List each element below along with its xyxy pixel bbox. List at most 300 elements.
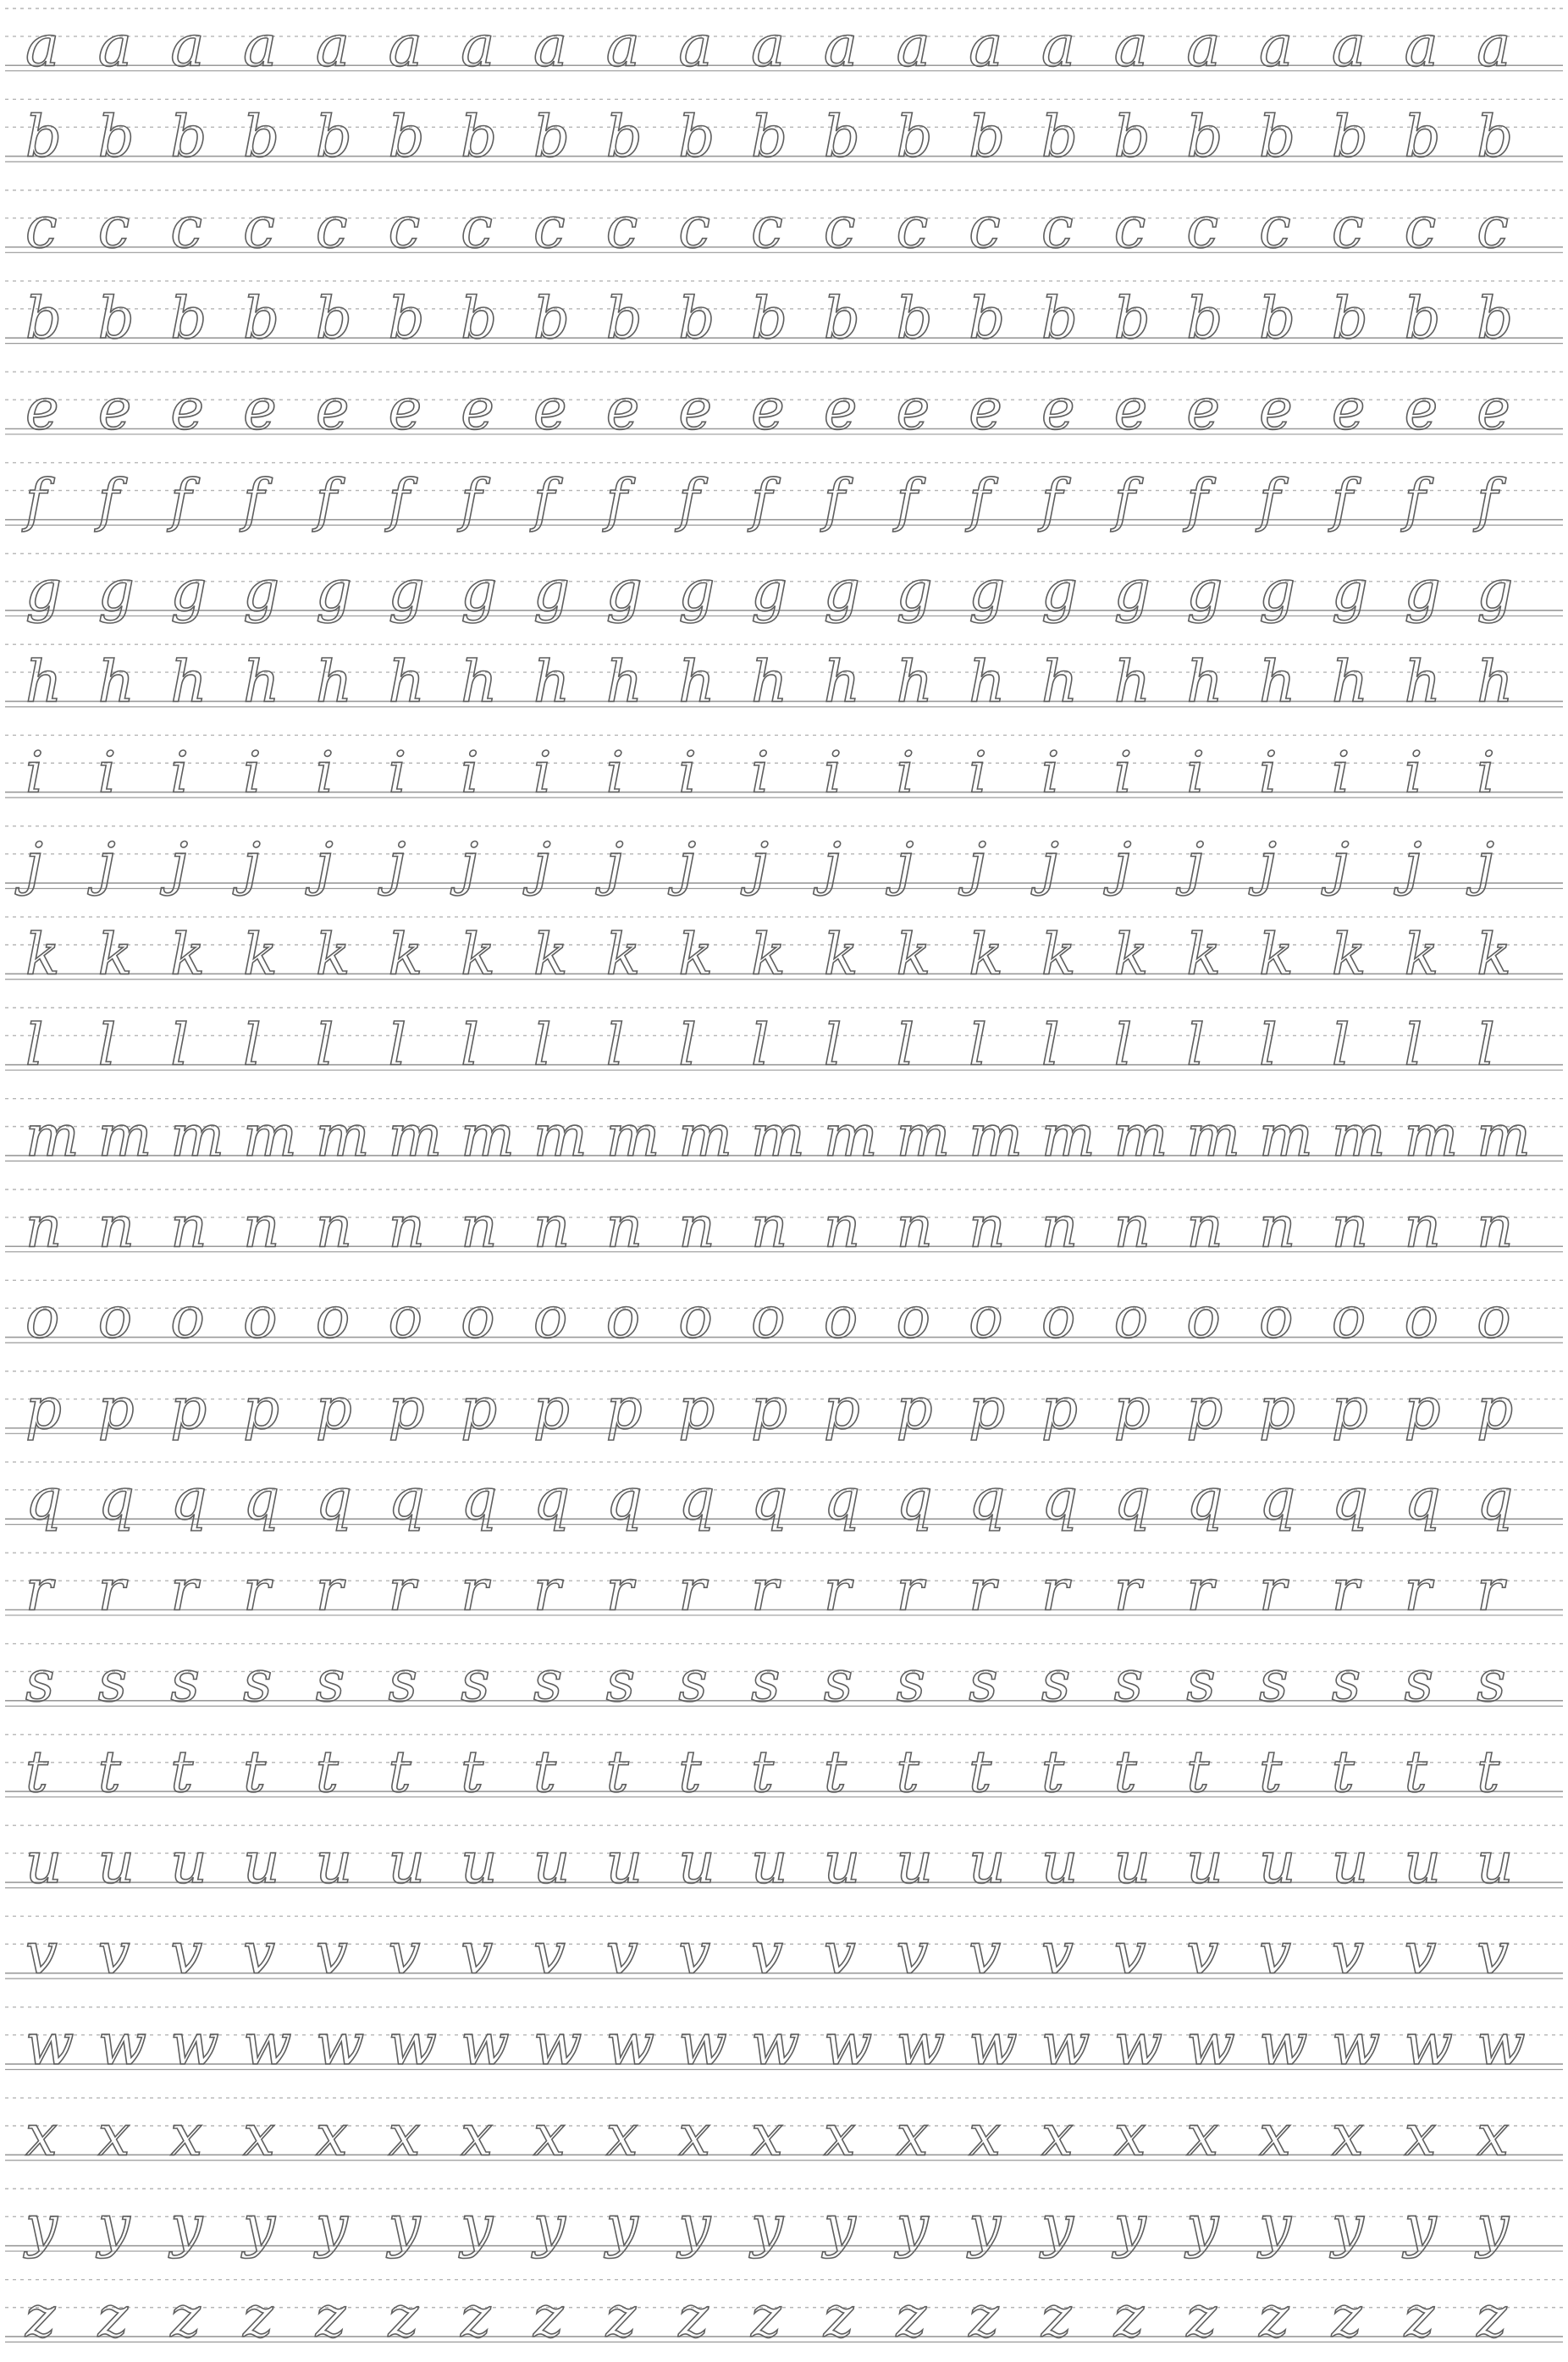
practice-letter: q xyxy=(1186,1466,1223,1533)
practice-letter: n xyxy=(533,1194,571,1261)
practice-letter: t xyxy=(823,1739,847,1806)
practice-letter: c xyxy=(751,194,783,261)
practice-letter: b xyxy=(1041,103,1078,170)
practice-letter: a xyxy=(969,13,1003,80)
practice-letter: b xyxy=(1041,285,1078,352)
practice-letter: i xyxy=(823,739,842,806)
practice-letter: s xyxy=(1404,1647,1433,1714)
practice-letter: h xyxy=(97,648,135,715)
practice-letter: p xyxy=(25,1375,62,1442)
practice-letter: x xyxy=(678,2102,711,2169)
practice-letter: m xyxy=(1259,1103,1313,1169)
practice-letter: q xyxy=(97,1466,135,1533)
practice-letter: v xyxy=(388,1920,421,1987)
practice-letter: t xyxy=(533,1739,556,1806)
practice-letter: s xyxy=(533,1647,563,1714)
practice-letter: c xyxy=(605,194,638,261)
practice-letter: q xyxy=(1477,1466,1514,1533)
practice-letter: n xyxy=(25,1194,63,1261)
practice-letter: f xyxy=(461,466,483,533)
practice-letter: i xyxy=(1259,739,1278,806)
practice-letter: r xyxy=(969,1557,997,1624)
practice-letter: v xyxy=(1477,1920,1510,1987)
practice-row-x-24 xyxy=(5,2098,1563,2168)
practice-letter: v xyxy=(1404,1920,1437,1987)
practice-letter: c xyxy=(1404,194,1437,261)
practice-letter: z xyxy=(751,2284,781,2350)
practice-letter: f xyxy=(1113,466,1135,533)
practice-letter: s xyxy=(315,1647,345,1714)
practice-letter: s xyxy=(25,1647,55,1714)
practice-letter: z xyxy=(388,2284,418,2350)
practice-letter: q xyxy=(896,1466,933,1533)
practice-letter: r xyxy=(170,1557,198,1624)
practice-letter: m xyxy=(896,1103,951,1169)
practice-letter: h xyxy=(1404,648,1441,715)
practice-letter: b xyxy=(315,285,352,352)
practice-letter: j xyxy=(243,831,261,897)
practice-letter: v xyxy=(1041,1920,1074,1987)
practice-letter: j xyxy=(605,831,624,897)
practice-letter: o xyxy=(605,1284,641,1351)
practice-letter: k xyxy=(388,921,423,988)
practice-row-w-23 xyxy=(5,2007,1563,2078)
practice-letter: z xyxy=(25,2284,56,2350)
practice-letter: c xyxy=(170,194,202,261)
practice-letter: v xyxy=(315,1920,348,1987)
practice-letter: w xyxy=(678,2012,727,2078)
practice-letter: l xyxy=(1259,1012,1278,1079)
practice-letter: y xyxy=(605,2193,638,2260)
practice-letter: k xyxy=(605,921,641,988)
practice-letter: q xyxy=(170,1466,207,1533)
practice-letter: i xyxy=(1331,739,1350,806)
practice-letter: h xyxy=(896,648,933,715)
practice-row-c-3 xyxy=(5,190,1563,261)
practice-letter: o xyxy=(896,1284,930,1351)
practice-letter: v xyxy=(1259,1920,1291,1987)
practice-letter: n xyxy=(1186,1194,1223,1261)
practice-letter: b xyxy=(533,103,570,170)
practice-letter: b xyxy=(1404,103,1441,170)
practice-letter: h xyxy=(823,648,861,715)
practice-letter: h xyxy=(1331,648,1369,715)
practice-letter: t xyxy=(170,1739,194,1806)
practice-letter: c xyxy=(315,194,348,261)
practice-letter: m xyxy=(1186,1103,1240,1169)
practice-letter: l xyxy=(461,1012,479,1079)
practice-letter: b xyxy=(1404,285,1441,352)
practice-letter: s xyxy=(969,1647,998,1714)
practice-letter: p xyxy=(1477,1375,1514,1442)
practice-letter: e xyxy=(315,376,350,443)
practice-letter: e xyxy=(1477,376,1510,443)
practice-letter: n xyxy=(1113,1194,1151,1261)
practice-letter: q xyxy=(751,1466,787,1533)
practice-letter: n xyxy=(461,1194,498,1261)
practice-letter: b xyxy=(461,103,498,170)
practice-letter: a xyxy=(678,13,713,80)
practice-letter: c xyxy=(1331,194,1364,261)
practice-letter: b xyxy=(969,285,1006,352)
practice-letter: z xyxy=(678,2284,709,2350)
practice-letter: r xyxy=(751,1557,779,1624)
practice-letter: c xyxy=(678,194,710,261)
practice-letter: v xyxy=(243,1920,275,1987)
practice-letter: t xyxy=(751,1739,775,1806)
practice-letter: b xyxy=(1477,103,1514,170)
practice-letter: q xyxy=(1331,1466,1368,1533)
practice-letter: i xyxy=(1113,739,1133,806)
practice-letter: b xyxy=(605,103,643,170)
practice-letter: b xyxy=(1331,285,1368,352)
practice-row-j-10 xyxy=(5,826,1563,897)
practice-letter: a xyxy=(1404,13,1438,80)
practice-letter: m xyxy=(243,1103,297,1169)
practice-letter: b xyxy=(243,103,279,170)
practice-letter: e xyxy=(461,376,494,443)
practice-letter: j xyxy=(388,831,406,897)
practice-letter: t xyxy=(243,1739,267,1806)
practice-letter: f xyxy=(1186,466,1208,533)
practice-letter: s xyxy=(243,1647,273,1714)
practice-letter: z xyxy=(315,2284,346,2350)
practice-letter: o xyxy=(1331,1284,1366,1351)
practice-letter: s xyxy=(461,1647,490,1714)
practice-letter: b xyxy=(896,103,933,170)
practice-letter: m xyxy=(1477,1103,1531,1169)
practice-letter: g xyxy=(1259,558,1295,625)
practice-letter: m xyxy=(1041,1103,1096,1169)
practice-letter: r xyxy=(1404,1557,1432,1624)
practice-letter: z xyxy=(823,2284,854,2350)
practice-letter: i xyxy=(605,739,625,806)
practice-letter: o xyxy=(1259,1284,1294,1351)
practice-letter: n xyxy=(1477,1194,1514,1261)
practice-letter: x xyxy=(388,2102,421,2169)
practice-letter: a xyxy=(388,13,422,80)
practice-letter: z xyxy=(1041,2284,1072,2350)
practice-letter: b xyxy=(1477,285,1514,352)
practice-letter: q xyxy=(605,1466,643,1533)
practice-letter: c xyxy=(388,194,421,261)
practice-letter: o xyxy=(315,1284,351,1351)
practice-letter: j xyxy=(969,831,987,897)
practice-letter: g xyxy=(25,558,62,625)
practice-letter: e xyxy=(969,376,1002,443)
practice-letter: o xyxy=(823,1284,859,1351)
practice-letter: f xyxy=(823,466,845,533)
practice-row-f-6 xyxy=(5,463,1563,533)
practice-letter: b xyxy=(388,285,425,352)
practice-letter: a xyxy=(823,13,858,80)
practice-letter: b xyxy=(1113,103,1151,170)
practice-letter: o xyxy=(1113,1284,1149,1351)
practice-letter: w xyxy=(896,2012,945,2078)
practice-letter: b xyxy=(605,285,643,352)
practice-letter: z xyxy=(605,2284,637,2350)
practice-letter: v xyxy=(678,1920,711,1987)
practice-letter: x xyxy=(1041,2102,1074,2169)
practice-letter: i xyxy=(1186,739,1205,806)
practice-letter: v xyxy=(605,1920,638,1987)
practice-letter: w xyxy=(1041,2012,1090,2078)
practice-letter: w xyxy=(1186,2012,1235,2078)
practice-letter: h xyxy=(170,648,207,715)
practice-letter: n xyxy=(388,1194,425,1261)
practice-letter: q xyxy=(823,1466,860,1533)
practice-letter: r xyxy=(1259,1557,1287,1624)
practice-letter: e xyxy=(388,376,422,443)
practice-letter: y xyxy=(243,2193,275,2260)
practice-letter: k xyxy=(170,921,206,988)
practice-letter: o xyxy=(388,1284,422,1351)
practice-letter: i xyxy=(533,739,552,806)
practice-row-k-11 xyxy=(5,917,1563,987)
practice-letter: e xyxy=(678,376,713,443)
practice-letter: w xyxy=(969,2012,1018,2078)
practice-letter: x xyxy=(243,2102,275,2169)
practice-letter: b xyxy=(751,103,787,170)
practice-letter: c xyxy=(1113,194,1146,261)
practice-letter: a xyxy=(533,13,567,80)
practice-letter: j xyxy=(1259,831,1277,897)
practice-row-b-2 xyxy=(5,99,1563,169)
practice-letter: k xyxy=(315,921,351,988)
practice-letter: g xyxy=(678,558,715,625)
practice-letter: a xyxy=(315,13,350,80)
practice-letter: b xyxy=(823,285,860,352)
practice-letter: z xyxy=(1113,2284,1145,2350)
practice-letter: c xyxy=(97,194,130,261)
practice-letter: g xyxy=(243,558,279,625)
practice-letter: m xyxy=(1113,1103,1168,1169)
practice-letter: w xyxy=(823,2012,873,2078)
practice-letter: z xyxy=(461,2284,491,2350)
practice-letter: p xyxy=(1113,1375,1151,1442)
practice-letter: h xyxy=(315,648,353,715)
practice-letter: u xyxy=(1113,1829,1151,1896)
practice-letter: b xyxy=(1186,103,1223,170)
practice-letter: a xyxy=(751,13,786,80)
practice-letter: b xyxy=(315,103,352,170)
practice-letter: l xyxy=(533,1012,552,1079)
practice-letter: y xyxy=(823,2193,856,2260)
practice-letter: a xyxy=(896,13,930,80)
practice-letter: m xyxy=(1404,1103,1459,1169)
practice-letter: f xyxy=(25,466,47,533)
practice-letter: u xyxy=(678,1829,715,1896)
practice-letter: p xyxy=(1404,1375,1441,1442)
practice-letter: u xyxy=(1477,1829,1514,1896)
practice-letter: o xyxy=(751,1284,786,1351)
practice-letter: y xyxy=(533,2193,566,2260)
practice-letter: j xyxy=(823,831,842,897)
practice-letter: i xyxy=(97,739,117,806)
practice-letter: f xyxy=(678,466,700,533)
practice-letter: b xyxy=(823,103,860,170)
practice-letter: m xyxy=(969,1103,1023,1169)
practice-row-v-22 xyxy=(5,1916,1563,1986)
practice-letter: a xyxy=(170,13,205,80)
practice-letter: x xyxy=(1477,2102,1510,2169)
practice-letter: e xyxy=(1259,376,1293,443)
practice-letter: y xyxy=(97,2193,130,2260)
practice-letter: a xyxy=(605,13,640,80)
practice-letter: b xyxy=(1331,103,1368,170)
practice-row-n-14 xyxy=(5,1189,1563,1260)
practice-letter: w xyxy=(25,2012,75,2078)
practice-letter: b xyxy=(1259,103,1295,170)
practice-letter: t xyxy=(388,1739,411,1806)
practice-letter: s xyxy=(170,1647,200,1714)
practice-letter: g xyxy=(97,558,135,625)
practice-letter: c xyxy=(1477,194,1509,261)
practice-letter: p xyxy=(969,1375,1006,1442)
practice-letter: v xyxy=(751,1920,783,1987)
practice-letter: c xyxy=(1186,194,1218,261)
practice-letter: e xyxy=(97,376,132,443)
practice-letter: f xyxy=(1477,466,1499,533)
practice-row-a-1 xyxy=(5,8,1563,79)
practice-letter: u xyxy=(461,1829,498,1896)
practice-letter: w xyxy=(97,2012,147,2078)
practice-letter: y xyxy=(315,2193,348,2260)
practice-letter: m xyxy=(678,1103,732,1169)
practice-row-u-21 xyxy=(5,1825,1563,1896)
practice-letter: o xyxy=(97,1284,133,1351)
practice-letter: a xyxy=(1331,13,1366,80)
practice-letter: u xyxy=(751,1829,788,1896)
practice-letter: h xyxy=(243,648,280,715)
practice-row-g-7 xyxy=(5,554,1563,624)
practice-letter: g xyxy=(170,558,207,625)
practice-letter: h xyxy=(461,648,498,715)
practice-letter: l xyxy=(170,1012,189,1079)
practice-letter: b xyxy=(1259,285,1295,352)
practice-letter: h xyxy=(388,648,425,715)
practice-letter: u xyxy=(170,1829,207,1896)
practice-letter: r xyxy=(1477,1557,1505,1624)
practice-letter: l xyxy=(243,1012,262,1079)
practice-letter: c xyxy=(896,194,929,261)
practice-letter: x xyxy=(896,2102,929,2169)
practice-letter: j xyxy=(170,831,189,897)
practice-letter: q xyxy=(315,1466,352,1533)
practice-letter: l xyxy=(1113,1012,1133,1079)
practice-letter: f xyxy=(605,466,627,533)
practice-letter: o xyxy=(461,1284,495,1351)
practice-letter: h xyxy=(1113,648,1151,715)
practice-letter: l xyxy=(97,1012,117,1079)
practice-letter: i xyxy=(751,739,770,806)
practice-letter: l xyxy=(1331,1012,1350,1079)
practice-letter: j xyxy=(461,831,479,897)
practice-letter: p xyxy=(1259,1375,1295,1442)
practice-letter: e xyxy=(1041,376,1075,443)
practice-row-l-12 xyxy=(5,1007,1563,1078)
practice-letter: j xyxy=(1041,831,1059,897)
practice-letter: y xyxy=(1259,2193,1291,2260)
practice-letter: t xyxy=(1186,1739,1210,1806)
practice-letter: l xyxy=(896,1012,915,1079)
practice-letter: b xyxy=(243,285,279,352)
practice-letter: g xyxy=(823,558,860,625)
practice-letter: t xyxy=(1259,1739,1283,1806)
practice-letter: q xyxy=(243,1466,279,1533)
practice-letter: b xyxy=(533,285,570,352)
practice-letter: p xyxy=(315,1375,352,1442)
practice-letter: v xyxy=(969,1920,1002,1987)
practice-letter: l xyxy=(1477,1012,1495,1079)
practice-letter: a xyxy=(1041,13,1075,80)
practice-letter: j xyxy=(533,831,551,897)
practice-letter: n xyxy=(243,1194,280,1261)
practice-letter: w xyxy=(1477,2012,1526,2078)
practice-letter: g xyxy=(605,558,643,625)
practice-letter: t xyxy=(461,1739,484,1806)
practice-letter: l xyxy=(605,1012,625,1079)
practice-letter: a xyxy=(1186,13,1221,80)
practice-letter: u xyxy=(1331,1829,1369,1896)
practice-letter: q xyxy=(1041,1466,1078,1533)
practice-letter: e xyxy=(823,376,858,443)
practice-letter: j xyxy=(1331,831,1350,897)
practice-letter: y xyxy=(25,2193,58,2260)
practice-letter: t xyxy=(1041,1739,1064,1806)
practice-letter: y xyxy=(1477,2193,1510,2260)
practice-letter: k xyxy=(1113,921,1149,988)
practice-letter: s xyxy=(1041,1647,1071,1714)
practice-letter: r xyxy=(605,1557,633,1624)
practice-letter: q xyxy=(1113,1466,1151,1533)
practice-letter: g xyxy=(315,558,352,625)
practice-letter: z xyxy=(97,2284,129,2350)
practice-letter: w xyxy=(533,2012,582,2078)
practice-letter: b xyxy=(388,103,425,170)
practice-letter: n xyxy=(315,1194,353,1261)
practice-letter: x xyxy=(823,2102,856,2169)
practice-letter: k xyxy=(1259,921,1294,988)
practice-letter: u xyxy=(1041,1829,1079,1896)
practice-letter: g xyxy=(1404,558,1441,625)
practice-letter: o xyxy=(533,1284,568,1351)
practice-letter: b xyxy=(97,285,135,352)
practice-letter: k xyxy=(1477,921,1511,988)
practice-letter: q xyxy=(25,1466,62,1533)
practice-letter: s xyxy=(1186,1647,1216,1714)
practice-letter: z xyxy=(1259,2284,1289,2350)
practice-letter: y xyxy=(461,2193,494,2260)
practice-letter: v xyxy=(170,1920,203,1987)
practice-letter: x xyxy=(969,2102,1002,2169)
practice-letter: j xyxy=(1186,831,1205,897)
practice-letter: s xyxy=(388,1647,417,1714)
practice-letter: g xyxy=(1186,558,1223,625)
practice-letter: w xyxy=(1259,2012,1308,2078)
practice-letter: o xyxy=(25,1284,60,1351)
practice-letter: p xyxy=(243,1375,279,1442)
practice-letter: t xyxy=(25,1739,48,1806)
practice-letter: r xyxy=(533,1557,561,1624)
practice-letter: k xyxy=(25,921,60,988)
practice-letter: z xyxy=(896,2284,926,2350)
practice-letter: j xyxy=(896,831,914,897)
practice-letter: m xyxy=(533,1103,588,1169)
practice-letter: f xyxy=(97,466,119,533)
practice-letter: x xyxy=(1331,2102,1364,2169)
practice-letter: c xyxy=(461,194,493,261)
